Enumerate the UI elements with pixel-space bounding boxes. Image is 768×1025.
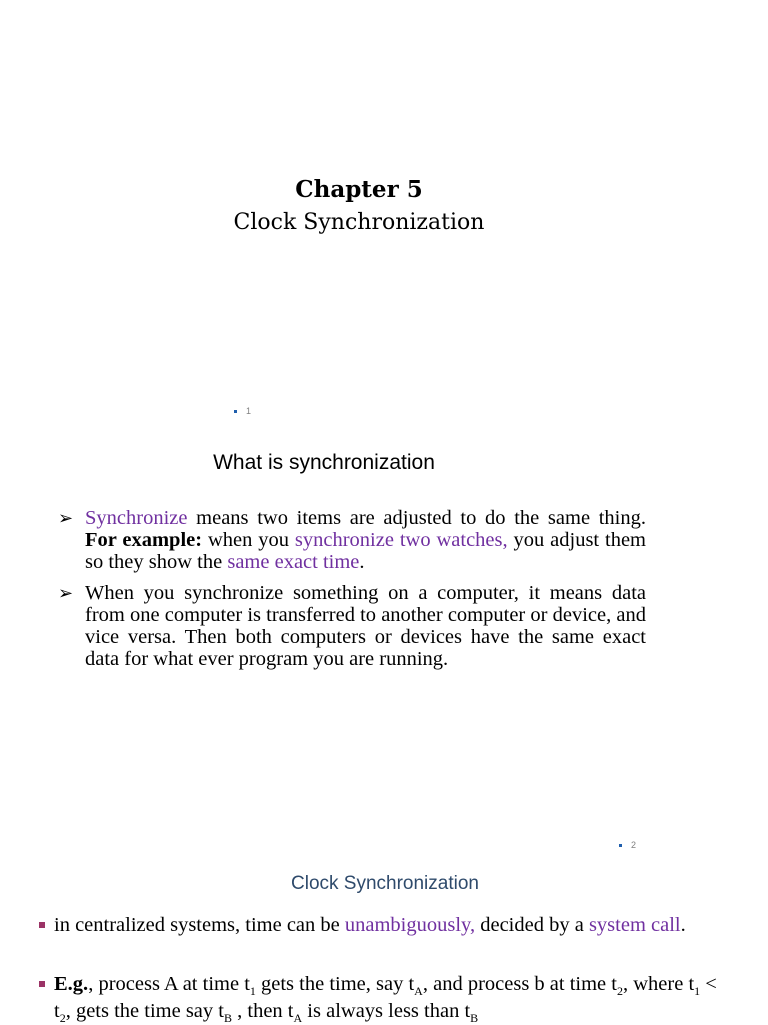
text-segment: , and process b at time t xyxy=(422,973,617,995)
subscript: 2 xyxy=(616,984,623,999)
text-segment: . xyxy=(359,551,365,573)
arrow-bullet-icon: ➢ xyxy=(58,508,74,528)
highlight-watches: synchronize two watches, xyxy=(294,529,508,551)
page-number-text: 1 xyxy=(246,406,252,416)
bullet-centralized xyxy=(54,912,724,939)
chapter-title: Chapter 5 xyxy=(295,176,423,203)
bold-label: For example: xyxy=(85,529,203,551)
page-dot-icon xyxy=(619,844,622,847)
text-segment: gets the time, say t xyxy=(255,973,415,995)
text-segment: , where t xyxy=(622,973,695,995)
subscript: 2 xyxy=(59,1011,66,1025)
highlight-system-call: system call xyxy=(588,914,681,936)
page-dot-icon xyxy=(234,410,237,413)
text-segment: in centralized systems, time can be xyxy=(54,914,345,936)
text-segment: , process A at time t xyxy=(88,973,250,995)
text-segment: is always less than t xyxy=(302,1000,471,1022)
subscript: A xyxy=(414,984,423,999)
subscript: A xyxy=(293,1011,303,1025)
slide2-heading: What is synchronization xyxy=(213,451,435,474)
arrow-bullet-icon: ➢ xyxy=(58,583,74,603)
subscript: 1 xyxy=(694,984,701,999)
text-segment: when you xyxy=(202,529,295,551)
text-segment: < t xyxy=(54,973,717,1022)
text-segment: you adjust them so they show the xyxy=(85,529,646,573)
text-segment: decided by a xyxy=(475,914,589,936)
slide3-heading: Clock Synchronization xyxy=(291,873,479,894)
page-number-1 xyxy=(234,406,251,416)
text-segment: , gets the time say t xyxy=(65,1000,224,1022)
subscript: B xyxy=(223,1011,232,1025)
text-segment: means two items are adjusted to do the same thing. xyxy=(187,507,646,529)
bold-label: E.g. xyxy=(54,973,89,995)
chapter-subtitle: Clock Synchronization xyxy=(233,210,485,235)
term-synchronize: Synchronize xyxy=(85,507,188,529)
bullet-example xyxy=(54,971,734,1025)
subscript: 1 xyxy=(249,984,256,999)
text-segment: . xyxy=(680,914,686,936)
subscript: B xyxy=(470,1011,479,1025)
square-bullet-icon xyxy=(39,981,45,987)
bullet-definition xyxy=(85,507,646,573)
square-bullet-icon xyxy=(39,922,45,928)
highlight-unambiguously: unambiguously, xyxy=(344,914,476,936)
highlight-same-time: same exact time xyxy=(227,551,360,573)
text-segment: , then t xyxy=(232,1000,294,1022)
page-number-text: 2 xyxy=(631,840,637,850)
page-number-2 xyxy=(619,840,636,850)
bullet-computer-sync: When you synchronize something on a computer, it means data from one computer is transferred to another computer or device, and vice versa. Then both computers or devices have the same exact data for what ever program you are running. xyxy=(85,582,646,670)
